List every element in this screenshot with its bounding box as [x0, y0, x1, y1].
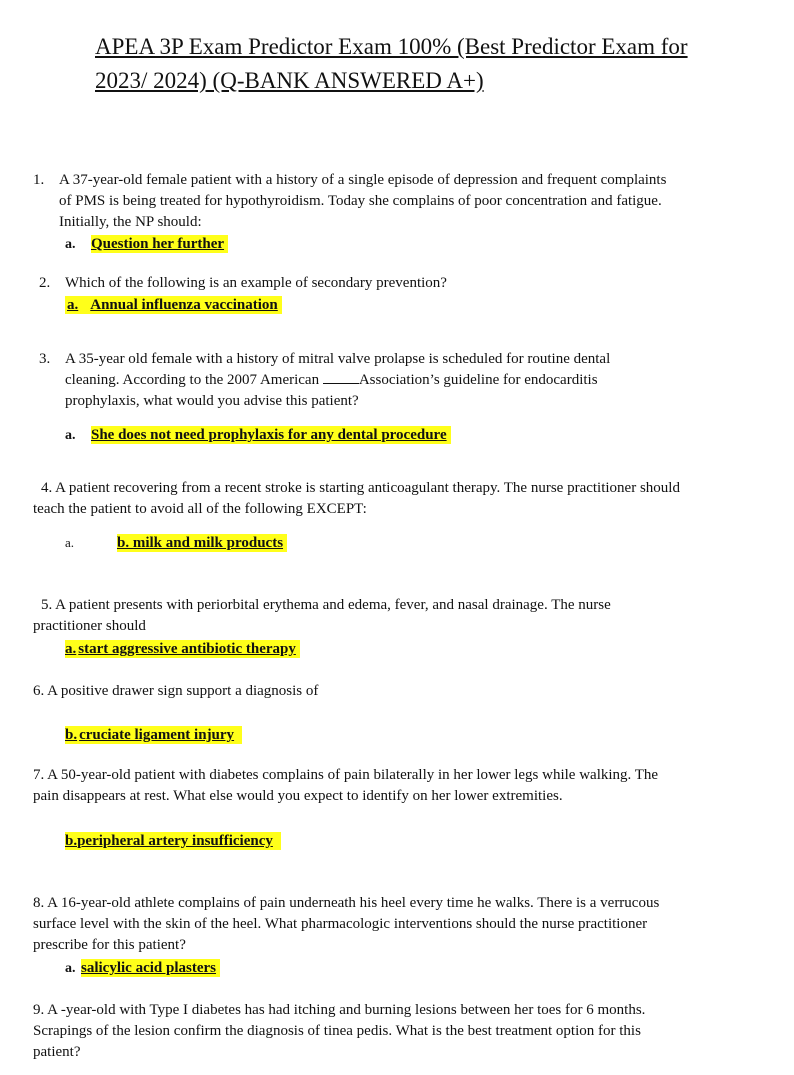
answer-marker: a. [65, 428, 76, 443]
answer-marker: b. [65, 833, 78, 849]
question-text-line: teach the patient to avoid all of the following EXCEPT: [33, 501, 367, 517]
question-text-line: 8. A 16-year-old athlete complains of pain underneath his heel every time he walks. There is a verrucous [33, 895, 660, 911]
question-2 [39, 273, 447, 294]
question-text-line: 9. A -year-old with Type I diabetes has had itching and burning lesions between her toes for 6 months. [33, 1002, 646, 1018]
answer-text: Question her further [91, 235, 228, 253]
question-text-line: surface level with the skin of the heel. What pharmacologic interventions should the nurse practitioner [33, 916, 648, 932]
question-text-line: patient? [33, 1044, 81, 1060]
question-text-line: A 37-year-old female patient with a history of a single episode of depression and frequent complaints [59, 172, 667, 188]
answer-6 [65, 725, 242, 745]
question-text-line: prophylaxis, what would you advise this patient? [65, 393, 359, 409]
answer-text: peripheral artery insufficiency [77, 832, 281, 850]
question-7 [33, 765, 658, 807]
question-text-line: 4. A patient recovering from a recent stroke is starting anticoagulant therapy. The nurse practitioner should [41, 480, 680, 496]
question-1 [33, 170, 666, 233]
question-text-line: Initially, the NP should: [59, 214, 202, 230]
answer-text: start aggressive antibiotic therapy [78, 640, 300, 658]
question-9 [33, 1000, 645, 1063]
question-3 [39, 349, 610, 412]
answer-text: salicylic acid plasters [81, 959, 220, 977]
document-title [95, 30, 785, 98]
question-text-line: A 35-year old female with a history of mitral valve prolapse is scheduled for routine dental [65, 351, 611, 367]
question-text-line: Which of the following is an example of secondary prevention? [65, 275, 447, 291]
question-number: 1. [33, 172, 45, 188]
answer-marker: a. [65, 237, 76, 252]
answer-1 [65, 234, 228, 255]
answer-5 [65, 639, 300, 659]
answer-text: cruciate ligament injury [79, 726, 242, 744]
answer-marker: a. [65, 961, 76, 976]
answer-marker: a. [65, 296, 82, 314]
question-text-line: 7. A 50-year-old patient with diabetes complains of pain bilaterally in her lower legs while walking. The [33, 767, 659, 783]
answer-3 [65, 425, 451, 446]
question-4 [33, 478, 680, 520]
question-text-line: cleaning. According to the 2007 American [65, 372, 320, 388]
answer-text: b. milk and milk products [117, 534, 287, 552]
answer-8 [65, 958, 220, 979]
question-text-line: 6. A positive drawer sign support a diagnosis of [33, 683, 319, 699]
question-5 [33, 595, 611, 637]
question-text-line: prescribe for this patient? [33, 937, 186, 953]
question-8 [33, 893, 659, 956]
question-6 [33, 681, 318, 702]
answer-text: She does not need prophylaxis for any dental procedure [91, 426, 451, 444]
answer-text: Annual influenza vaccination [82, 296, 282, 314]
question-text-line: Scrapings of the lesion confirm the diagnosis of tinea pedis. What is the best treatment option for this [33, 1023, 641, 1039]
answer-2 [65, 295, 282, 315]
question-number: 2. [39, 275, 51, 291]
question-number: 3. [39, 351, 51, 367]
fill-in-blank [323, 371, 359, 384]
question-text-line: Association’s guideline for endocarditis [358, 372, 598, 388]
question-text-line: of PMS is being treated for hypothyroidism. Today she complains of poor concentration and fatigue. [59, 193, 662, 209]
title-line-2: 2023/ 2024) (Q-BANK ANSWERED A+) [95, 68, 484, 93]
title-line-1: APEA 3P Exam Predictor Exam 100% (Best Predictor Exam for [95, 34, 688, 59]
answer-7 [65, 831, 281, 851]
question-text-line: pain disappears at rest. What else would you expect to identify on her lower extremities. [33, 788, 563, 804]
question-text-line: 5. A patient presents with periorbital erythema and edema, fever, and nasal drainage. The nurse [41, 597, 611, 613]
answer-marker: a. [65, 535, 75, 550]
question-text-line: practitioner should [33, 618, 146, 634]
answer-marker: b. [65, 727, 78, 743]
answer-4 [65, 533, 287, 553]
answer-marker: a. [65, 641, 77, 657]
